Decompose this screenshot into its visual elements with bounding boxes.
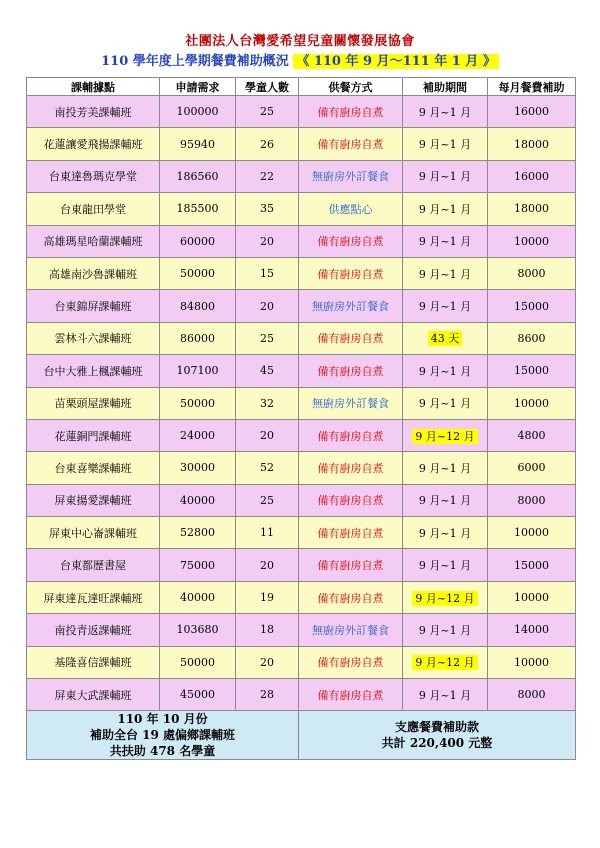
monthly-subsidy-cell-text: 18000 <box>514 202 549 216</box>
monthly-subsidy-cell <box>488 257 576 289</box>
site-name-cell <box>27 679 160 711</box>
period-cell-text: 9 月~1 月 <box>418 526 472 540</box>
period-cell <box>403 290 488 322</box>
table-row <box>27 257 576 289</box>
monthly-subsidy-cell-text: 10000 <box>514 655 549 669</box>
period-cell-text: 9 月~1 月 <box>418 105 472 119</box>
meal-method-cell <box>299 679 403 711</box>
period-cell-text: 9 月~1 月 <box>418 494 472 508</box>
meal-method-cell-text: 備有廚房自煮 <box>317 461 384 475</box>
kids-cell-text: 20 <box>260 429 274 443</box>
table-row <box>27 355 576 387</box>
kids-cell <box>236 549 299 581</box>
summary-left <box>27 711 299 760</box>
column-header: 供餐方式 <box>299 78 403 96</box>
summary-left-line: 補助全台 19 處偏鄉課輔班 <box>89 728 236 743</box>
kids-cell-text: 20 <box>260 558 274 572</box>
period-cell <box>403 257 488 289</box>
site-name-cell-text: 花蓮讓愛飛揚課輔班 <box>43 138 143 152</box>
meal-method-cell <box>299 452 403 484</box>
subtitle-text: 110 學年度上學期餐費補助概況 <box>101 54 289 69</box>
kids-cell <box>236 96 299 128</box>
period-cell <box>403 96 488 128</box>
monthly-subsidy-cell-text: 8000 <box>517 267 546 281</box>
kids-cell <box>236 225 299 257</box>
demand-cell-text: 84800 <box>180 299 215 313</box>
kids-cell <box>236 419 299 451</box>
kids-cell-text: 25 <box>260 105 274 119</box>
demand-cell-text: 95940 <box>180 137 215 151</box>
summary-right <box>299 711 576 760</box>
demand-cell <box>160 679 236 711</box>
demand-cell-text: 86000 <box>180 331 215 345</box>
meal-method-cell <box>299 290 403 322</box>
table-row <box>27 128 576 160</box>
column-header: 申請需求 <box>160 78 236 96</box>
monthly-subsidy-cell-text: 15000 <box>514 364 549 378</box>
site-name-cell <box>27 646 160 678</box>
meal-method-cell <box>299 160 403 192</box>
period-highlight: 《 110 年 9 月～111 年 1 月 》 <box>293 54 499 69</box>
period-cell <box>403 387 488 419</box>
meal-method-cell <box>299 387 403 419</box>
meal-method-cell <box>299 193 403 225</box>
kids-cell-text: 19 <box>260 591 274 605</box>
period-cell-text: 9 月~1 月 <box>418 623 472 637</box>
table-row <box>27 452 576 484</box>
demand-cell <box>160 452 236 484</box>
monthly-subsidy-cell-text: 16000 <box>514 105 549 119</box>
demand-cell <box>160 581 236 613</box>
site-name-cell-text: 基隆喜信課輔班 <box>54 656 132 670</box>
kids-cell <box>236 160 299 192</box>
kids-cell-text: 45 <box>260 364 274 378</box>
monthly-subsidy-cell <box>488 549 576 581</box>
meal-method-cell-text: 備有廚房自煮 <box>317 105 384 119</box>
site-name-cell <box>27 322 160 354</box>
period-cell <box>403 322 488 354</box>
period-cell-text: 9 月~1 月 <box>418 138 472 152</box>
column-header: 補助期間 <box>403 78 488 96</box>
monthly-subsidy-cell <box>488 581 576 613</box>
table-row <box>27 517 576 549</box>
demand-cell-text: 52800 <box>180 526 215 540</box>
monthly-subsidy-cell-text: 6000 <box>517 461 546 475</box>
monthly-subsidy-cell-text: 10000 <box>514 526 549 540</box>
period-cell <box>403 517 488 549</box>
site-name-cell-text: 屏東中心崙課輔班 <box>49 526 137 540</box>
meal-method-cell <box>299 419 403 451</box>
demand-cell-text: 30000 <box>180 461 215 475</box>
kids-cell <box>236 128 299 160</box>
column-header: 學童人數 <box>236 78 299 96</box>
kids-cell <box>236 614 299 646</box>
meal-method-cell <box>299 517 403 549</box>
site-name-cell <box>27 160 160 192</box>
site-name-cell-text: 台東都歷書屋 <box>60 559 126 573</box>
period-cell <box>403 646 488 678</box>
table-row <box>27 193 576 225</box>
meal-method-cell-text: 備有廚房自煮 <box>317 494 384 508</box>
site-name-cell <box>27 452 160 484</box>
monthly-subsidy-cell-text: 8000 <box>517 493 546 507</box>
meal-method-cell-text: 備有廚房自煮 <box>317 429 384 443</box>
demand-cell <box>160 257 236 289</box>
meal-method-cell <box>299 355 403 387</box>
kids-cell-text: 20 <box>260 299 274 313</box>
meal-method-cell-text: 無廚房外訂餐食 <box>312 170 389 184</box>
summary-left-line: 共扶助 478 名學童 <box>109 744 216 759</box>
table-row <box>27 646 576 678</box>
monthly-subsidy-cell-text: 14000 <box>514 623 549 637</box>
demand-cell <box>160 646 236 678</box>
site-name-cell-text: 南投芳美課輔班 <box>54 105 132 119</box>
site-name-cell-text: 台東喜樂課輔班 <box>54 461 132 475</box>
monthly-subsidy-cell <box>488 322 576 354</box>
kids-cell <box>236 646 299 678</box>
kids-cell <box>236 355 299 387</box>
kids-cell-text: 26 <box>260 137 274 151</box>
monthly-subsidy-cell <box>488 387 576 419</box>
demand-cell-text: 103680 <box>176 623 219 637</box>
kids-cell <box>236 452 299 484</box>
demand-cell <box>160 225 236 257</box>
kids-cell-text: 35 <box>260 202 274 216</box>
period-cell <box>403 484 488 516</box>
demand-cell-text: 50000 <box>180 396 215 410</box>
monthly-subsidy-cell-text: 8600 <box>517 331 546 345</box>
monthly-subsidy-cell <box>488 452 576 484</box>
site-name-cell-text: 台東錦屏課輔班 <box>54 300 132 314</box>
meal-method-cell-text: 備有廚房自煮 <box>317 656 384 670</box>
period-cell-text: 9 月~12 月 <box>412 591 477 606</box>
table-row <box>27 484 576 516</box>
meal-method-cell-text: 備有廚房自煮 <box>317 559 384 573</box>
table-row <box>27 96 576 128</box>
site-name-cell-text: 屏東達瓦達旺課輔班 <box>43 591 143 605</box>
demand-cell <box>160 290 236 322</box>
site-name-cell <box>27 96 160 128</box>
site-name-cell-text: 高雄南沙魯課輔班 <box>49 267 137 281</box>
demand-cell <box>160 128 236 160</box>
period-cell-text: 9 月~1 月 <box>418 688 472 702</box>
kids-cell <box>236 679 299 711</box>
period-cell-text: 9 月~1 月 <box>418 397 472 411</box>
kids-cell <box>236 581 299 613</box>
table-row <box>27 160 576 192</box>
demand-cell-text: 50000 <box>180 267 215 281</box>
demand-cell <box>160 419 236 451</box>
period-cell <box>403 679 488 711</box>
meal-method-cell-text: 備有廚房自煮 <box>317 267 384 281</box>
period-cell-text: 9 月~1 月 <box>418 300 472 314</box>
monthly-subsidy-cell <box>488 646 576 678</box>
period-cell-text: 9 月~12 月 <box>412 655 477 670</box>
site-name-cell <box>27 614 160 646</box>
kids-cell-text: 15 <box>260 267 274 281</box>
period-cell <box>403 581 488 613</box>
site-name-cell <box>27 419 160 451</box>
site-name-cell <box>27 257 160 289</box>
table-header-row <box>27 78 576 96</box>
monthly-subsidy-cell <box>488 679 576 711</box>
demand-cell <box>160 193 236 225</box>
kids-cell <box>236 290 299 322</box>
meal-method-cell-text: 備有廚房自煮 <box>317 235 384 249</box>
demand-cell-text: 40000 <box>180 591 215 605</box>
monthly-subsidy-cell <box>488 484 576 516</box>
monthly-subsidy-cell <box>488 193 576 225</box>
site-name-cell <box>27 290 160 322</box>
site-name-cell <box>27 128 160 160</box>
site-name-cell-text: 台東龍田學堂 <box>60 202 126 216</box>
table-row <box>27 290 576 322</box>
demand-cell-text: 185500 <box>176 202 219 216</box>
demand-cell-text: 45000 <box>180 688 215 702</box>
period-cell <box>403 419 488 451</box>
period-cell-text: 9 月~1 月 <box>418 235 472 249</box>
meal-method-cell-text: 供應點心 <box>328 202 373 216</box>
kids-cell-text: 20 <box>260 234 274 248</box>
table-row <box>27 387 576 419</box>
site-name-cell-text: 苗栗頭屋課輔班 <box>54 397 132 411</box>
demand-cell-text: 100000 <box>176 105 219 119</box>
period-cell-text: 43 天 <box>428 331 463 346</box>
column-header: 每月餐費補助 <box>488 78 576 96</box>
site-name-cell <box>27 355 160 387</box>
period-cell-text: 9 月~1 月 <box>418 267 472 281</box>
monthly-subsidy-cell-text: 15000 <box>514 558 549 572</box>
monthly-subsidy-cell-text: 16000 <box>514 169 549 183</box>
kids-cell-text: 25 <box>260 493 274 507</box>
table-row <box>27 581 576 613</box>
meal-method-cell <box>299 96 403 128</box>
demand-cell-text: 40000 <box>180 493 215 507</box>
monthly-subsidy-cell <box>488 355 576 387</box>
kids-cell <box>236 484 299 516</box>
site-name-cell-text: 花蓮銅門課輔班 <box>54 429 132 443</box>
demand-cell-text: 186560 <box>176 169 219 183</box>
period-cell <box>403 128 488 160</box>
site-name-cell <box>27 225 160 257</box>
meal-method-cell-text: 備有廚房自煮 <box>317 688 384 702</box>
meal-method-cell-text: 無廚房外訂餐食 <box>312 397 389 411</box>
site-name-cell-text: 屏東大武課輔班 <box>54 688 132 702</box>
meal-method-cell <box>299 484 403 516</box>
demand-cell-text: 75000 <box>180 558 215 572</box>
table-row <box>27 549 576 581</box>
monthly-subsidy-cell-text: 10000 <box>514 591 549 605</box>
period-cell <box>403 614 488 646</box>
summary-left-line: 110 年 10 月份 <box>117 712 208 727</box>
kids-cell-text: 11 <box>260 526 274 540</box>
meal-method-cell <box>299 257 403 289</box>
monthly-subsidy-cell-text: 4800 <box>517 429 546 443</box>
monthly-subsidy-cell-text: 18000 <box>514 137 549 151</box>
kids-cell-text: 52 <box>260 461 274 475</box>
site-name-cell <box>27 549 160 581</box>
monthly-subsidy-cell <box>488 419 576 451</box>
subsidy-table <box>26 77 576 760</box>
site-name-cell-text: 南投青返課輔班 <box>54 623 132 637</box>
period-cell <box>403 225 488 257</box>
monthly-subsidy-cell-text: 10000 <box>514 234 549 248</box>
period-cell-text: 9 月~1 月 <box>418 170 472 184</box>
period-cell-text: 9 月~1 月 <box>418 364 472 378</box>
kids-cell <box>236 517 299 549</box>
kids-cell-text: 25 <box>260 331 274 345</box>
kids-cell-text: 22 <box>260 169 274 183</box>
monthly-subsidy-cell <box>488 225 576 257</box>
period-cell <box>403 355 488 387</box>
meal-method-cell-text: 無廚房外訂餐食 <box>312 623 389 637</box>
site-name-cell <box>27 387 160 419</box>
table-row <box>27 225 576 257</box>
demand-cell <box>160 387 236 419</box>
site-name-cell <box>27 581 160 613</box>
column-header: 課輔據點 <box>27 78 160 96</box>
table-row <box>27 614 576 646</box>
monthly-subsidy-cell-text: 15000 <box>514 299 549 313</box>
meal-method-cell <box>299 549 403 581</box>
demand-cell <box>160 355 236 387</box>
kids-cell <box>236 387 299 419</box>
meal-method-cell <box>299 128 403 160</box>
demand-cell-text: 60000 <box>180 234 215 248</box>
organization-title: 社團法人台灣愛希望兒童關懷發展協會 <box>185 34 415 49</box>
monthly-subsidy-cell <box>488 517 576 549</box>
monthly-subsidy-cell <box>488 96 576 128</box>
meal-method-cell-text: 備有廚房自煮 <box>317 526 384 540</box>
meal-method-cell-text: 備有廚房自煮 <box>317 332 384 346</box>
kids-cell-text: 18 <box>260 623 274 637</box>
meal-method-cell-text: 備有廚房自煮 <box>317 138 384 152</box>
period-cell-text: 9 月~1 月 <box>418 559 472 573</box>
kids-cell-text: 20 <box>260 655 274 669</box>
meal-method-cell <box>299 225 403 257</box>
monthly-subsidy-cell <box>488 614 576 646</box>
site-name-cell-text: 台中大雅上楓課輔班 <box>43 364 143 378</box>
site-name-cell-text: 屏東揚愛課輔班 <box>54 494 132 508</box>
monthly-subsidy-cell-text: 8000 <box>517 688 546 702</box>
demand-cell-text: 24000 <box>180 429 215 443</box>
kids-cell-text: 28 <box>260 688 274 702</box>
period-cell-text: 9 月~1 月 <box>418 461 472 475</box>
period-cell <box>403 193 488 225</box>
demand-cell <box>160 96 236 128</box>
kids-cell <box>236 322 299 354</box>
meal-method-cell <box>299 614 403 646</box>
summary-right-line: 共計 220,400 元整 <box>381 736 493 751</box>
demand-cell <box>160 614 236 646</box>
demand-cell <box>160 517 236 549</box>
period-cell-text: 9 月~1 月 <box>418 202 472 216</box>
meal-method-cell <box>299 581 403 613</box>
summary-right-line: 支應餐費補助款 <box>394 720 479 735</box>
summary-row <box>27 711 576 760</box>
demand-cell-text: 107100 <box>176 364 219 378</box>
period-cell <box>403 452 488 484</box>
site-name-cell <box>27 517 160 549</box>
monthly-subsidy-cell <box>488 160 576 192</box>
monthly-subsidy-cell <box>488 128 576 160</box>
kids-cell <box>236 257 299 289</box>
demand-cell <box>160 160 236 192</box>
period-cell-text: 9 月~12 月 <box>412 429 477 444</box>
kids-cell <box>236 193 299 225</box>
site-name-cell-text: 高雄瑪星哈蘭課輔班 <box>43 235 143 249</box>
meal-method-cell-text: 備有廚房自煮 <box>317 591 384 605</box>
period-cell <box>403 549 488 581</box>
monthly-subsidy-cell-text: 10000 <box>514 396 549 410</box>
demand-cell <box>160 322 236 354</box>
monthly-subsidy-cell <box>488 290 576 322</box>
kids-cell-text: 32 <box>260 396 274 410</box>
site-name-cell-text: 台東達魯瑪克學堂 <box>49 170 137 184</box>
table-row <box>27 322 576 354</box>
site-name-cell <box>27 193 160 225</box>
report-subtitle <box>0 50 600 69</box>
demand-cell-text: 50000 <box>180 655 215 669</box>
table-row <box>27 419 576 451</box>
table-row <box>27 679 576 711</box>
demand-cell <box>160 484 236 516</box>
meal-method-cell-text: 備有廚房自煮 <box>317 364 384 378</box>
demand-cell <box>160 549 236 581</box>
site-name-cell-text: 雲林斗六課輔班 <box>54 332 132 346</box>
period-cell <box>403 160 488 192</box>
meal-method-cell-text: 無廚房外訂餐食 <box>312 300 389 314</box>
site-name-cell <box>27 484 160 516</box>
meal-method-cell <box>299 646 403 678</box>
meal-method-cell <box>299 322 403 354</box>
